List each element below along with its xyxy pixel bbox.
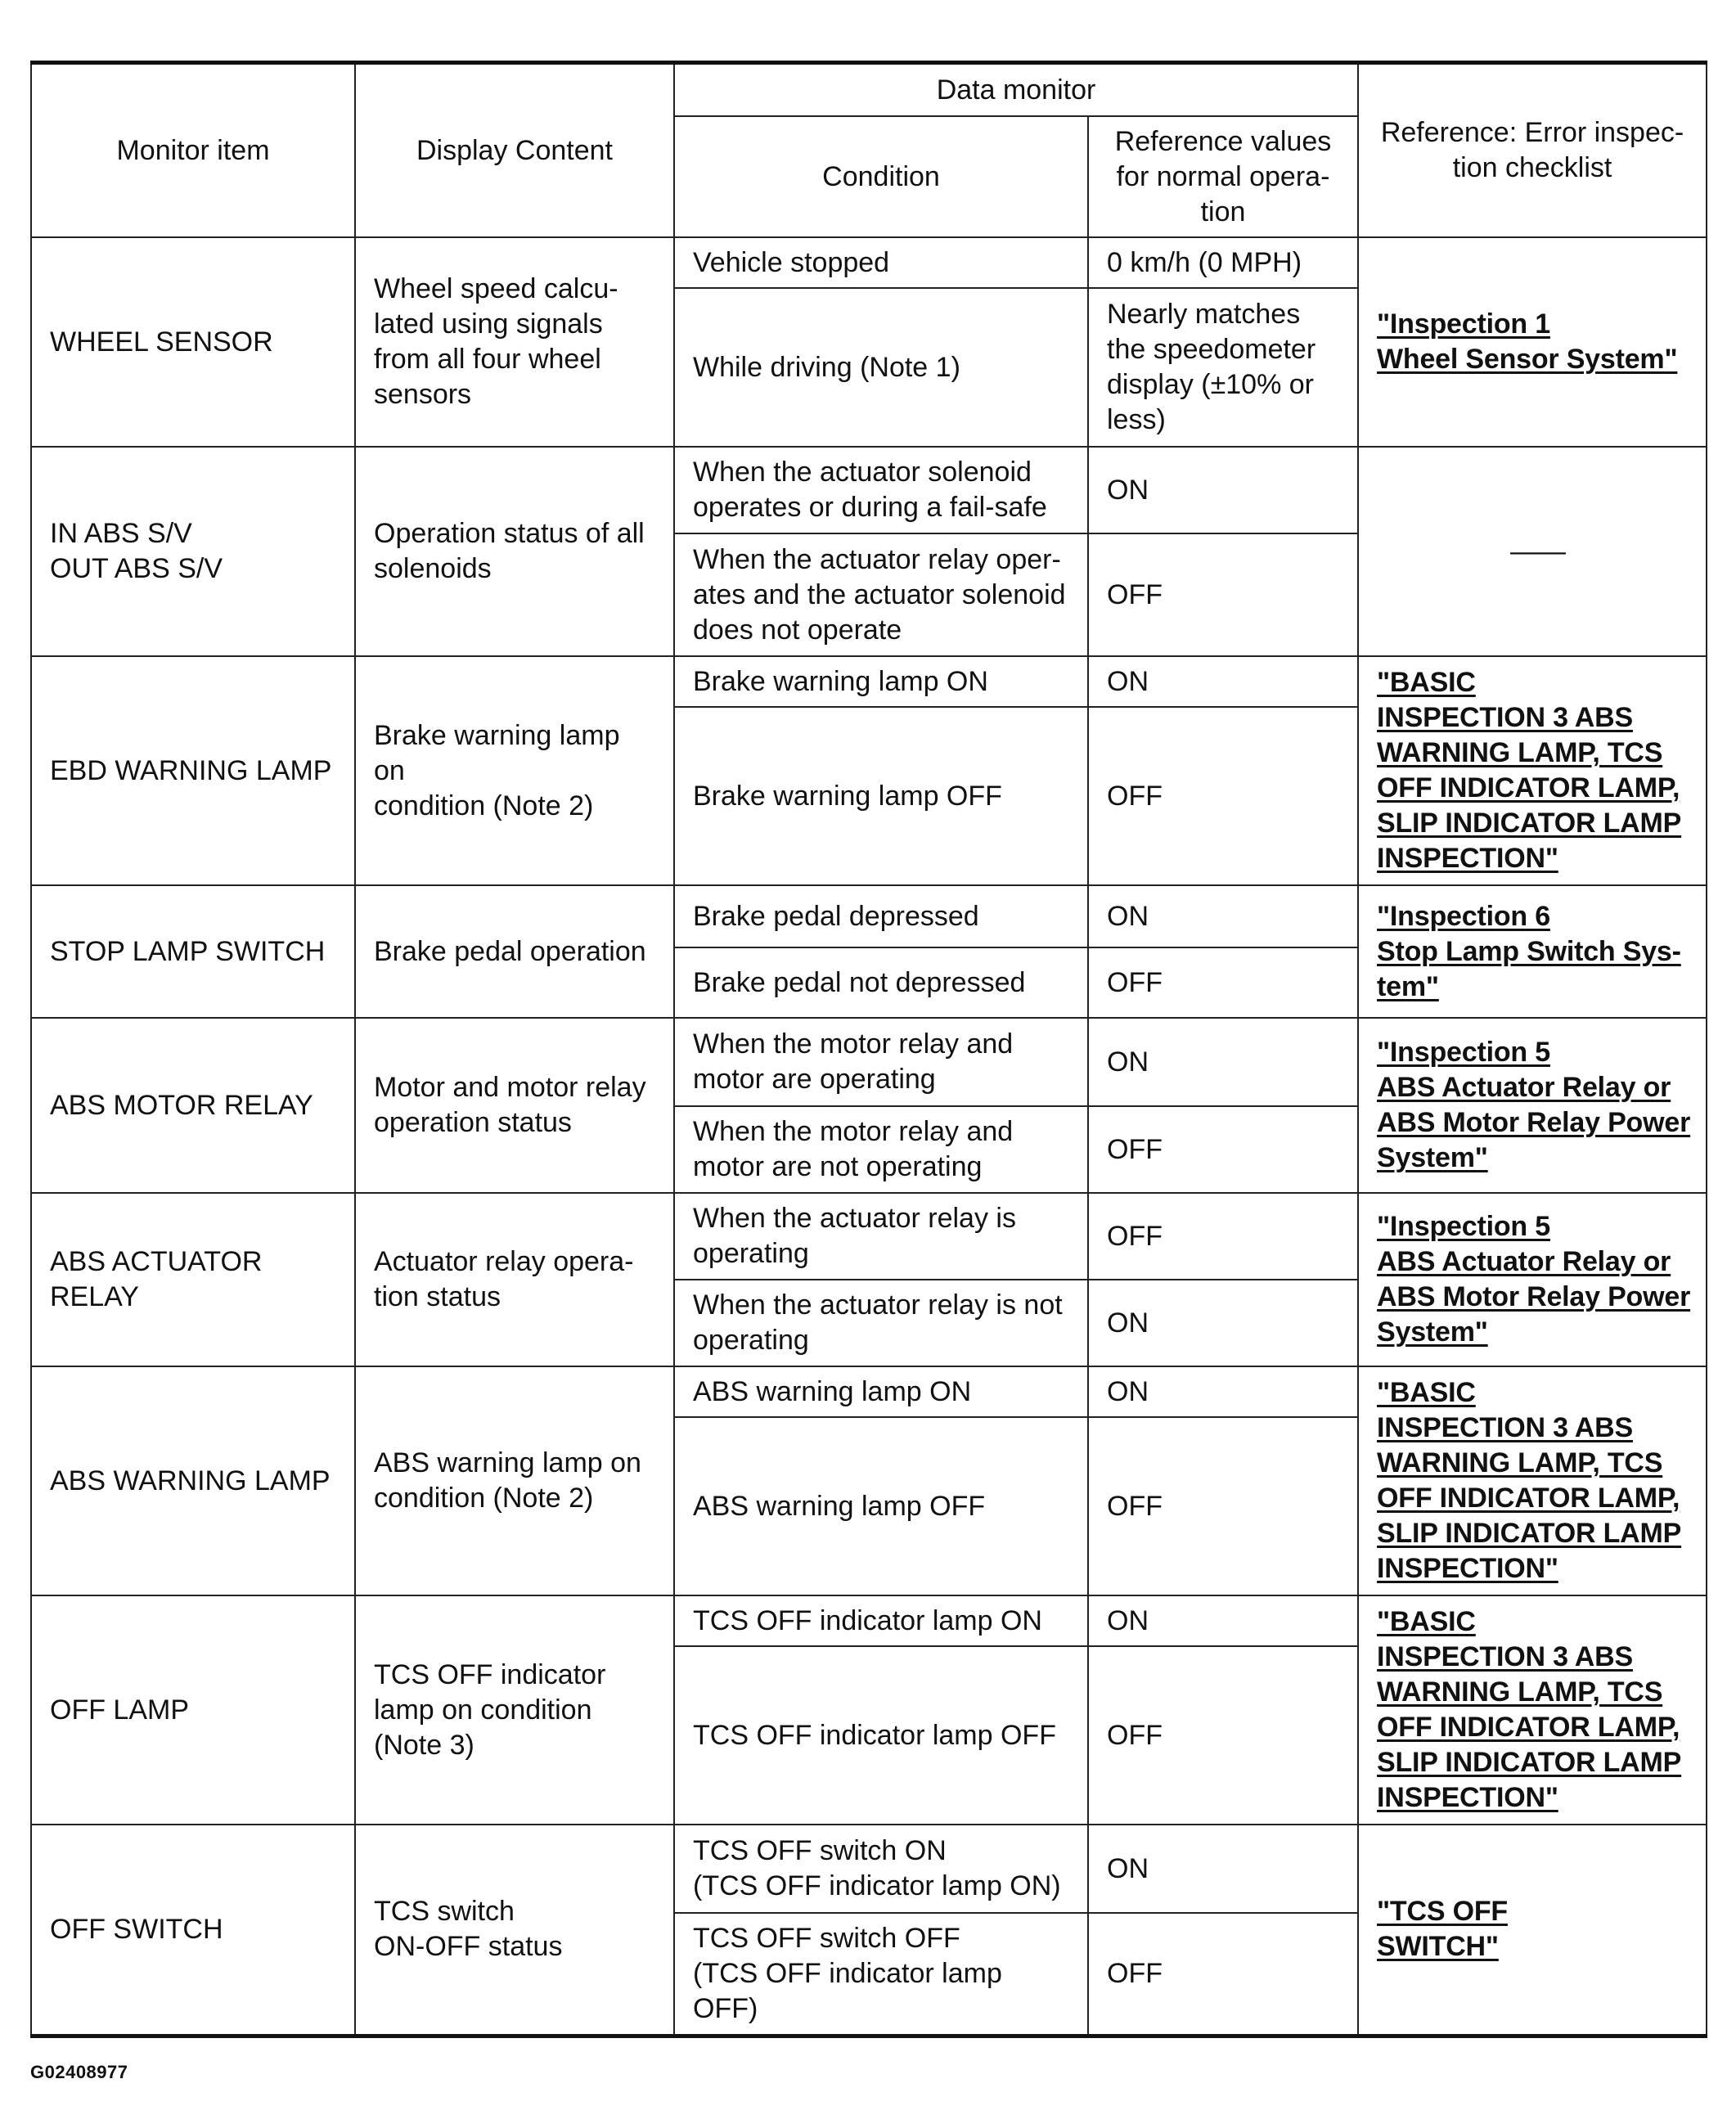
reference-value-cell: OFF [1088, 1417, 1358, 1595]
monitor-item-cell: ABS WARNING LAMP [31, 1366, 355, 1595]
reference-value-cell: ON [1088, 885, 1358, 947]
condition-cell: Brake warning lamp OFF [674, 707, 1088, 885]
reference-value-cell: OFF [1088, 1646, 1358, 1825]
display-content-cell: Wheel speed calcu- lated using signals from all four wheel sensors [355, 237, 674, 447]
reference-value-cell: ON [1088, 1825, 1358, 1913]
header-monitor-item: Monitor item [31, 63, 355, 238]
condition-cell: When the actuator solenoid operates or during a fail-safe [674, 447, 1088, 533]
monitor-item-cell: EBD WARNING LAMP [31, 656, 355, 885]
header-reference-checklist: Reference: Error inspec- tion checklist [1358, 63, 1707, 238]
display-content-cell: TCS switch ON-OFF status [355, 1825, 674, 2036]
monitor-table-container [30, 61, 1706, 2038]
reference-checklist-cell [1358, 656, 1707, 885]
condition-cell: TCS OFF indicator lamp ON [674, 1595, 1088, 1646]
reference-value-cell: OFF [1088, 1193, 1358, 1280]
display-content-cell: TCS OFF indicator lamp on condition (Note 3) [355, 1595, 674, 1825]
reference-value-cell: OFF [1088, 1106, 1358, 1193]
monitor-item-cell: WHEEL SENSOR [31, 237, 355, 447]
condition-cell: When the actuator relay oper- ates and the actuator solenoid does not operate [674, 533, 1088, 656]
reference-value-cell: ON [1088, 1280, 1358, 1366]
reference-checklist-cell [1358, 1825, 1707, 2036]
condition-cell: TCS OFF indicator lamp OFF [674, 1646, 1088, 1825]
reference-value-cell: 0 km/h (0 MPH) [1088, 237, 1358, 288]
reference-value-cell: OFF [1088, 707, 1358, 885]
reference-link[interactable]: "Inspection 1 Wheel Sensor System" [1377, 308, 1678, 375]
reference-value-cell: OFF [1088, 1913, 1358, 2036]
table-row [31, 1366, 1707, 1417]
display-content-cell: Operation status of all solenoids [355, 447, 674, 656]
figure-id: G02408977 [30, 2062, 128, 2082]
display-content-cell: Brake pedal operation [355, 885, 674, 1018]
reference-link[interactable]: "Inspection 5 ABS Actuator Relay or ABS Motor Relay Power System" [1377, 1037, 1691, 1173]
monitor-item-cell: STOP LAMP SWITCH [31, 885, 355, 1018]
reference-checklist-cell [1358, 1595, 1707, 1825]
table-row [31, 237, 1707, 288]
header-condition: Condition [674, 116, 1088, 237]
reference-checklist-cell [1358, 237, 1707, 447]
condition-cell: ABS warning lamp ON [674, 1366, 1088, 1417]
reference-value-cell: Nearly matches the speedometer display (±10% or less) [1088, 288, 1358, 447]
condition-cell: Brake warning lamp ON [674, 656, 1088, 707]
reference-link[interactable]: "Inspection 6 Stop Lamp Switch Sys- tem" [1377, 900, 1681, 1002]
reference-link[interactable]: "Inspection 5 ABS Actuator Relay or ABS Motor Relay Power System" [1377, 1211, 1691, 1348]
display-content-cell: Motor and motor relay operation status [355, 1018, 674, 1193]
condition-cell: TCS OFF switch OFF (TCS OFF indicator lamp OFF) [674, 1913, 1088, 2036]
monitor-item-cell: OFF LAMP [31, 1595, 355, 1825]
reference-link[interactable]: "BASIC INSPECTION 3 ABS WARNING LAMP, TCS OFF INDICATOR LAMP, SLIP INDICATOR LAMP INSPECTION" [1377, 1606, 1682, 1813]
condition-cell: When the actuator relay is operating [674, 1193, 1088, 1280]
condition-cell: When the motor relay and motor are operating [674, 1018, 1088, 1106]
table-row [31, 656, 1707, 707]
monitor-item-cell: ABS MOTOR RELAY [31, 1018, 355, 1193]
reference-checklist-cell [1358, 885, 1707, 1018]
reference-link[interactable]: "BASIC INSPECTION 3 ABS WARNING LAMP, TCS OFF INDICATOR LAMP, SLIP INDICATOR LAMP INSPECTION" [1377, 1377, 1682, 1584]
reference-value-cell: ON [1088, 1595, 1358, 1646]
monitor-item-cell: OFF SWITCH [31, 1825, 355, 2036]
monitor-item-cell: IN ABS S/V OUT ABS S/V [31, 447, 355, 656]
table-row [31, 1595, 1707, 1646]
condition-cell: When the motor relay and motor are not operating [674, 1106, 1088, 1193]
reference-value-cell: OFF [1088, 533, 1358, 656]
table-row [31, 1193, 1707, 1280]
reference-value-cell: ON [1088, 447, 1358, 533]
header-data-monitor: Data monitor [674, 63, 1358, 117]
header-display-content: Display Content [355, 63, 674, 238]
display-content-cell: Actuator relay opera- tion status [355, 1193, 674, 1366]
reference-value-cell: OFF [1088, 947, 1358, 1018]
reference-checklist-cell [1358, 1018, 1707, 1193]
reference-checklist-cell [1358, 1193, 1707, 1366]
condition-cell: When the actuator relay is not operating [674, 1280, 1088, 1366]
display-content-cell: Brake warning lamp on condition (Note 2) [355, 656, 674, 885]
condition-cell: While driving (Note 1) [674, 288, 1088, 447]
reference-link[interactable]: "TCS OFF SWITCH" [1377, 1896, 1508, 1963]
condition-cell: Brake pedal depressed [674, 885, 1088, 947]
table-row [31, 1825, 1707, 1913]
data-monitor-table [30, 61, 1707, 2038]
reference-value-cell: ON [1088, 656, 1358, 707]
condition-cell: ABS warning lamp OFF [674, 1417, 1088, 1595]
reference-checklist-cell [1358, 1366, 1707, 1595]
display-content-cell: ABS warning lamp on condition (Note 2) [355, 1366, 674, 1595]
condition-cell: Vehicle stopped [674, 237, 1088, 288]
condition-cell: TCS OFF switch ON (TCS OFF indicator lamp ON) [674, 1825, 1088, 1913]
monitor-item-cell: ABS ACTUATOR RELAY [31, 1193, 355, 1366]
table-row [31, 447, 1707, 533]
reference-checklist-cell: —— [1358, 447, 1707, 656]
reference-value-cell: ON [1088, 1018, 1358, 1106]
reference-value-cell: ON [1088, 1366, 1358, 1417]
table-row [31, 885, 1707, 947]
reference-link[interactable]: "BASIC INSPECTION 3 ABS WARNING LAMP, TCS OFF INDICATOR LAMP, SLIP INDICATOR LAMP INSPECTION" [1377, 667, 1682, 874]
table-row [31, 1018, 1707, 1106]
condition-cell: Brake pedal not depressed [674, 947, 1088, 1018]
header-reference-values: Reference values for normal opera- tion [1088, 116, 1358, 237]
